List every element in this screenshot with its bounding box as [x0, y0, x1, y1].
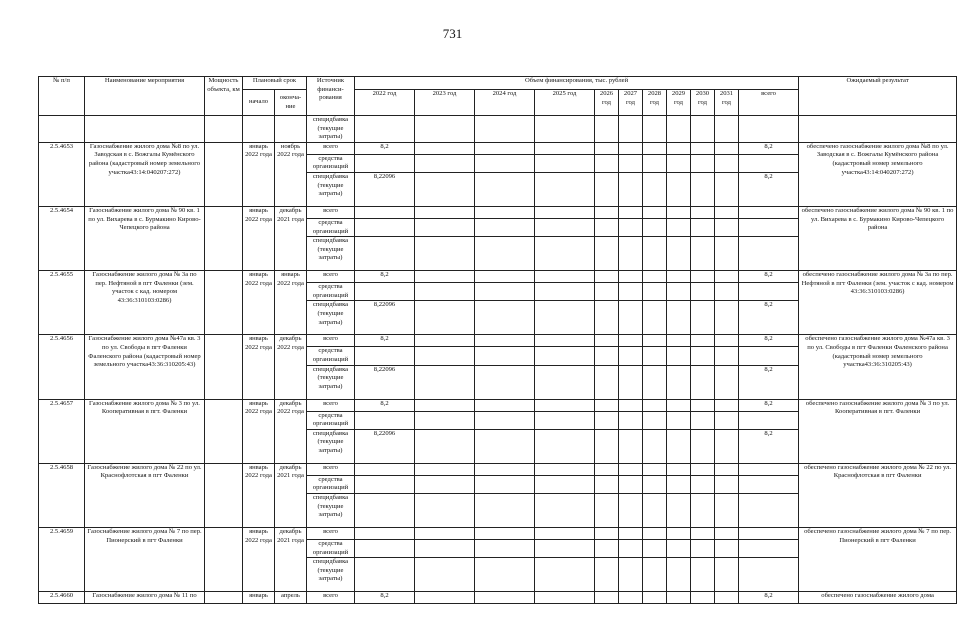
source-total: всего — [307, 463, 355, 475]
table-row — [39, 399, 957, 411]
header-year: 2024 год — [475, 90, 535, 116]
table-row — [39, 206, 957, 218]
value-sum-spec: 8,2 — [739, 301, 799, 335]
table-row — [39, 527, 957, 539]
entry-capacity — [205, 206, 243, 270]
entry-code: 2.5.4660 — [39, 592, 85, 604]
entry-capacity — [205, 399, 243, 463]
entry-capacity — [205, 335, 243, 399]
entry-end: декабрь 2021 года — [275, 463, 307, 527]
entry-end: январь 2022 года — [275, 271, 307, 335]
entry-name: Газоснабжение жилого дома № 90 кв. 1 по ул. Вихарева в с. Бурмакино Кирово-Чепецкого района — [85, 206, 205, 270]
value-sum-total — [739, 206, 799, 218]
source-total: всего — [307, 335, 355, 347]
source-spec: специдбавка (текущие затраты) — [307, 493, 355, 527]
entry-name: Газоснабжение жилого дома № 3 по ул. Кооперативная в пгт. Фаленки — [85, 399, 205, 463]
table-row-partial — [39, 592, 957, 604]
value-sum-total — [739, 463, 799, 475]
source-spec: специдбавка (текущие затраты) — [307, 429, 355, 463]
header-year: 2027 год — [619, 90, 643, 116]
entry-capacity — [205, 527, 243, 591]
entry-result: обеспечено газоснабжение жилого дома №47а кв. 3 по ул. Свободы в пгт Фаленки Фаленского района (кадастровый номер земельного участка43:36:310205:43) — [799, 335, 957, 399]
header-period: Плановый срок — [243, 77, 307, 90]
entry-code: 2.5.4653 — [39, 142, 85, 206]
source-total: всего — [307, 527, 355, 539]
entry-start: январь 2022 года — [243, 142, 275, 206]
entry-name: Газоснабжение жилого дома № 22 по ул. Краснофлотская в пгт Фаленки — [85, 463, 205, 527]
source-org: средства организаций — [307, 411, 355, 429]
source-total: всего — [307, 206, 355, 218]
source-spec: специдбавка (текущие затраты) — [307, 301, 355, 335]
value-sum-spec — [739, 237, 799, 271]
source-spec: специдбавка (текущие затраты) — [307, 365, 355, 399]
table-row — [39, 335, 957, 347]
value-2022-spec: 8,22096 — [355, 301, 415, 335]
table-row — [39, 463, 957, 475]
header-name: Наименование мероприятия — [85, 77, 205, 116]
header-year: 2029 год — [667, 90, 691, 116]
continuation-row — [39, 116, 957, 143]
source-total: всего — [307, 592, 355, 604]
source-cell: специдбавка (текущие затраты) — [307, 116, 355, 143]
entry-start: январь 2022 года — [243, 335, 275, 399]
header-year: 2026 год — [595, 90, 619, 116]
entry-name: Газоснабжение жилого дома № 11 по — [85, 592, 205, 604]
value-sum-spec — [739, 493, 799, 527]
value-sum-spec — [739, 558, 799, 592]
entry-code: 2.5.4654 — [39, 206, 85, 270]
value-2022-total: 8,2 — [355, 142, 415, 154]
value-2022-spec — [355, 558, 415, 592]
entry-result: обеспечено газоснабжение жилого дома №8 по ул. Заводская в с. Вожгалы Кумёнского района (кадастровый номер земельного участка43:14:040207:272) — [799, 142, 957, 206]
source-spec: специдбавка (текущие затраты) — [307, 237, 355, 271]
source-total: всего — [307, 271, 355, 283]
value-2022-spec: 8,22096 — [355, 429, 415, 463]
entry-result: обеспечено газоснабжение жилого дома № 7 по пер. Пионерский в пгт Фаленки — [799, 527, 957, 591]
entry-code: 2.5.4656 — [39, 335, 85, 399]
header-year: 2022 год — [355, 90, 415, 116]
entry-start: январь 2022 года — [243, 463, 275, 527]
entry-code: 2.5.4655 — [39, 271, 85, 335]
table-row — [39, 271, 957, 283]
entry-capacity — [205, 463, 243, 527]
value-sum-total: 8,2 — [739, 142, 799, 154]
header-end: оконча-ние — [275, 90, 307, 116]
value-2022-total: 8,2 — [355, 271, 415, 283]
header-year: 2025 год — [535, 90, 595, 116]
header-start: начало — [243, 90, 275, 116]
entry-code: 2.5.4658 — [39, 463, 85, 527]
header-total: всего — [739, 90, 799, 116]
entry-start: январь 2022 года — [243, 527, 275, 591]
header-no: № п/п — [39, 77, 85, 116]
entry-result: обеспечено газоснабжение жилого дома № 90 кв. 1 по ул. Вихарева в с. Бурмакино Кирово-Чепецкого района — [799, 206, 957, 270]
entry-end: ноябрь 2022 года — [275, 142, 307, 206]
entry-name: Газоснабжение жилого дома № 3а по пер. Нефтяной в пгт Фаленки (зем. участок с кад. номером 43:36:310103:0286) — [85, 271, 205, 335]
entry-result: обеспечено газоснабжение жилого дома — [799, 592, 957, 604]
value-2022-total: 8,2 — [355, 399, 415, 411]
value-sum-total: 8,2 — [739, 335, 799, 347]
entry-capacity — [205, 271, 243, 335]
header-year: 2028 год — [643, 90, 667, 116]
value-2022-total: 8,2 — [355, 335, 415, 347]
entry-end: декабрь 2021 года — [275, 206, 307, 270]
source-org: средства организаций — [307, 283, 355, 301]
value-2022-total — [355, 463, 415, 475]
entry-end: декабрь 2022 года — [275, 399, 307, 463]
header-year: 2030 год — [691, 90, 715, 116]
source-org: средства организаций — [307, 154, 355, 172]
value-sum-spec: 8,2 — [739, 365, 799, 399]
source-org: средства организаций — [307, 539, 355, 557]
entry-start: январь 2022 года — [243, 271, 275, 335]
entry-start: январь 2022 года — [243, 206, 275, 270]
table-row — [39, 142, 957, 154]
header-capacity: Мощность объекта, км — [205, 77, 243, 116]
entry-end: декабрь 2022 года — [275, 335, 307, 399]
entry-end: апрель — [275, 592, 307, 604]
entry-result: обеспечено газоснабжение жилого дома № 3 по ул. Кооперативная в пгт. Фаленки — [799, 399, 957, 463]
value-2022-total — [355, 527, 415, 539]
value-sum-spec: 8,2 — [739, 429, 799, 463]
entry-name: Газоснабжение жилого дома №8 по ул. Заводская в с. Вожгалы Кумёнского района (кадастровый номер земельного участка43:14:040207:272) — [85, 142, 205, 206]
value-2022-total — [355, 206, 415, 218]
source-total: всего — [307, 399, 355, 411]
header-volume: Объем финансирования, тыс. рублей — [355, 77, 799, 90]
entry-result: обеспечено газоснабжение жилого дома № 3а по пер. Нефтяной в пгт Фаленки (зем. участок с кад. номером 43:36:310103:0286) — [799, 271, 957, 335]
entry-start: январь — [243, 592, 275, 604]
value-2022-spec: 8,22096 — [355, 172, 415, 206]
source-spec: специдбавка (текущие затраты) — [307, 172, 355, 206]
entry-capacity — [205, 142, 243, 206]
value-2022-spec — [355, 493, 415, 527]
entry-code: 2.5.4657 — [39, 399, 85, 463]
value-sum-total: 8,2 — [739, 271, 799, 283]
value-sum-total — [739, 527, 799, 539]
header-year: 2031 год — [715, 90, 739, 116]
header-source: Источник финанси-рования — [307, 77, 355, 116]
header-result: Ожидаемый результат — [799, 77, 957, 116]
value-sum-total: 8,2 — [739, 592, 799, 604]
financing-table — [38, 76, 957, 604]
entry-result: обеспечено газоснабжение жилого дома № 22 по ул. Краснофлотская в пгт Фаленки — [799, 463, 957, 527]
entry-start: январь 2022 года — [243, 399, 275, 463]
source-total: всего — [307, 142, 355, 154]
source-org: средства организаций — [307, 475, 355, 493]
entry-code: 2.5.4659 — [39, 527, 85, 591]
page-number: 731 — [442, 26, 463, 41]
value-2022-spec: 8,22096 — [355, 365, 415, 399]
value-2022-spec — [355, 237, 415, 271]
value-2022-total: 8,2 — [355, 592, 415, 604]
entry-end: декабрь 2021 года — [275, 527, 307, 591]
header-year: 2023 год — [415, 90, 475, 116]
source-spec: специдбавка (текущие затраты) — [307, 558, 355, 592]
source-org: средства организаций — [307, 218, 355, 236]
entry-name: Газоснабжение жилого дома № 7 по пер. Пионерский в пгт Фаленки — [85, 527, 205, 591]
value-sum-total: 8,2 — [739, 399, 799, 411]
value-sum-spec: 8,2 — [739, 172, 799, 206]
source-org: средства организаций — [307, 347, 355, 365]
entry-name: Газоснабжение жилого дома №47а кв. 3 по ул. Свободы в пгт Фаленки Фаленского района (кадастровый номер земельного участка43:36:310205:43) — [85, 335, 205, 399]
